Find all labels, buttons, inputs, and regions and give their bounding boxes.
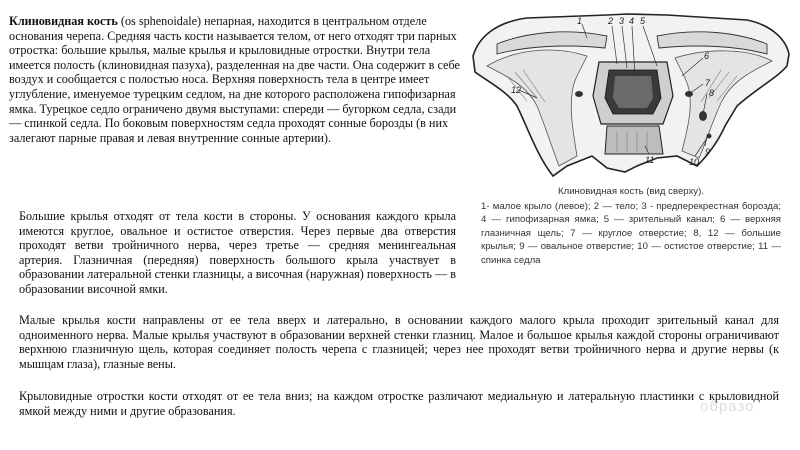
- paragraph-intro: [9, 14, 464, 145]
- paragraph-lesser-wings: Малые крылья кости направлены от ее тела вверх и латерально, в основании каждого малого крыла проходит зрительный канал для одноименного нерва. Малые крылья участвуют в образовании верхней стенки глазниц. Малое и большое крылья каждой стороны ограничивают верхнюю глазничную щель, которая соединяет полость черепа с глазницей; через нее проходят ветви тройничного нерва и другие нервы (к мышцам глаза), глазные вены.: [19, 313, 779, 371]
- label-9: 9: [705, 147, 711, 157]
- paragraph-pterygoid-processes: Крыловидные отростки кости отходят от ее тела вниз; на каждом отростке различают медиальную и латеральную пластинки с крыловидной ямкой между ними и другие образования.: [19, 389, 779, 418]
- label-6: 6: [704, 51, 710, 61]
- sphenoid-bone-illustration: [467, 6, 792, 184]
- intro-text: (os sphenoidale) непарная, находится в центральном отделе основания черепа. Средняя часть кости называется телом, от него отходят три парных отростка: большие крылья, малые крылья и крыловидные отростки. Внутри тела имеется полость (клиновидная пазуха), разделенная на две части. Она содержит в себе воздух и сообщается с полостью носа. Верхняя поверхность тела в центре имеет углубление, именуемое турецким седлом, на дне которого расположена гипофизарная ямка. Турецкое седло ограничено двумя выступами: спереди — бугорком седла, сзади — спинкой седла. По боковым поверхностям седла проходят сонные борозды (в них залегают парные правая и левая внутренние сонные артерии).: [9, 14, 460, 145]
- caption-legend: 1- малое крыло (левое); 2 — тело; 3 - предперекрестная борозда; 4 — гипофизарная ямка; 5 — зрительный канал; 6 — верхняя глазничная щель; 7 — круглое отверстие; 8, 12 — большие крылья; 9 — овальное отверстие; 10 — остистое отверстие; 11 — спинка седла: [481, 200, 781, 266]
- label-5: 5: [640, 16, 646, 26]
- watermark: образо: [700, 398, 755, 415]
- label-10: 10: [689, 157, 700, 167]
- label-7: 7: [705, 78, 711, 88]
- term-sphenoid: Клиновидная кость: [9, 14, 118, 28]
- label-11: 11: [645, 155, 655, 165]
- label-4: 4: [629, 16, 635, 26]
- figure-caption: [481, 185, 781, 267]
- label-8: 8: [709, 88, 715, 98]
- label-12: 12: [511, 85, 522, 95]
- label-1: 1: [577, 16, 583, 26]
- label-2: 2: [608, 16, 614, 26]
- paragraph-greater-wings: Большие крылья отходят от тела кости в стороны. У основания каждого крыла имеются круглое, овальное и остистое отверстия. Через первые два отверстия проходят ветви тройничного нерва, через третье — средняя менингеальная артерия. Глазничная (передняя) поверхность большого крыла участвует в образовании латеральной стенки глазницы, а височная (наружная) поверхность — в образовании височной ямки.: [19, 209, 456, 296]
- caption-title: Клиновидная кость (вид сверху).: [558, 186, 704, 197]
- label-3: 3: [619, 16, 625, 26]
